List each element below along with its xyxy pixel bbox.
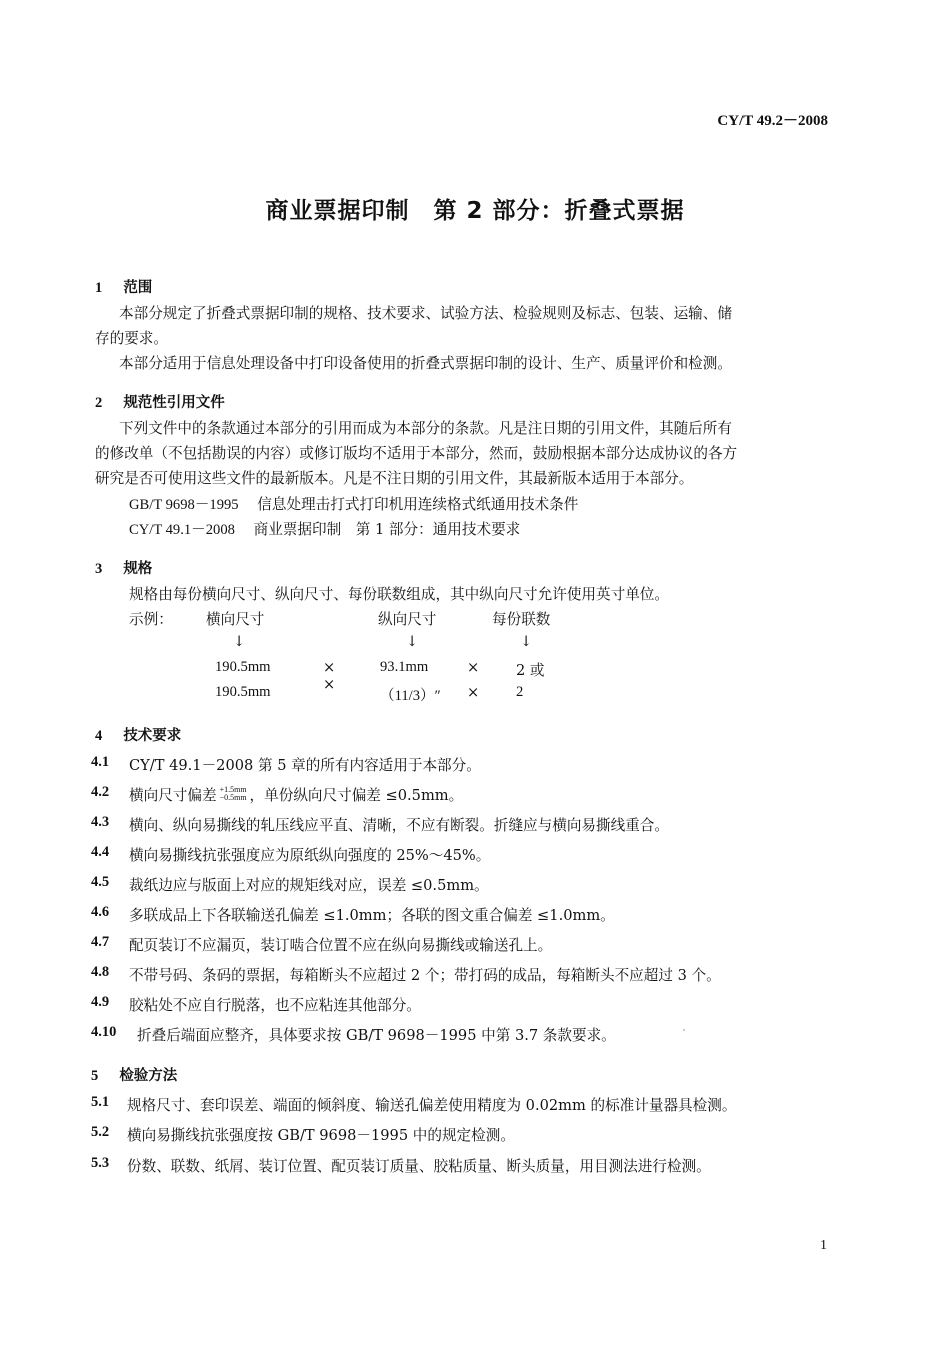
clause-number: 5.3 bbox=[91, 1155, 110, 1171]
paragraph-line: 本部分适用于信息处理设备中打印设备使用的折叠式票据印制的设计、生产、质量评价和检测。 bbox=[119, 355, 732, 372]
clause-text: 多联成品上下各联输送孔偏差 ≤1.0mm；各联的图文重合偏差 ≤1.0mm。 bbox=[129, 907, 615, 924]
clause-text: 裁纸边应与版面上对应的规矩线对应，误差 ≤0.5mm。 bbox=[129, 877, 489, 894]
example-header-width: 横向尺寸 bbox=[206, 611, 265, 628]
clause-text bbox=[129, 784, 463, 805]
example-value: 190.5mm bbox=[215, 659, 271, 675]
page-number: 1 bbox=[820, 1238, 827, 1253]
clause-number: 4.2 bbox=[91, 784, 110, 800]
clause-number: 4.6 bbox=[91, 904, 110, 920]
paragraph-line: 本部分规定了折叠式票据印制的规格、技术要求、试验方法、检验规则及标志、包装、运输、储 bbox=[119, 305, 732, 322]
times-symbol: × bbox=[467, 684, 480, 701]
times-symbol: × bbox=[467, 659, 480, 676]
clause-number: 4.9 bbox=[91, 994, 110, 1010]
section-title: 规格 bbox=[123, 561, 153, 577]
tolerance-stack bbox=[220, 786, 247, 802]
section-number: 1 bbox=[95, 280, 103, 296]
paragraph-line: 存的要求。 bbox=[95, 330, 168, 347]
clause-text: 不带号码、条码的票据，每箱断头不应超过 2 个；带打码的成品，每箱断头不应超过 3 个。 bbox=[129, 967, 721, 984]
clause-text-part: 横向尺寸偏差 bbox=[129, 787, 217, 804]
section-number: 2 bbox=[95, 395, 103, 411]
clause-number: 4.5 bbox=[91, 874, 110, 890]
section-title: 技术要求 bbox=[123, 728, 182, 744]
reference-code: CY/T 49.1－2008 bbox=[129, 522, 235, 538]
clause-text: CY/T 49.1－2008 第 5 章的所有内容适用于本部分。 bbox=[129, 757, 481, 774]
paragraph-line: 下列文件中的条款通过本部分的引用而成为本部分的条款。凡是注日期的引用文件，其随后所有 bbox=[119, 420, 732, 437]
clause-number: 5.1 bbox=[91, 1094, 110, 1110]
clause-text: 横向易撕线抗张强度按 GB/T 9698－1995 中的规定检测。 bbox=[127, 1127, 515, 1144]
times-symbol: × bbox=[323, 659, 336, 676]
example-value: 2 或 bbox=[516, 662, 545, 679]
clause-text: 横向、纵向易撕线的轧压线应平直、清晰，不应有断裂。折缝应与横向易撕线重合。 bbox=[129, 817, 669, 834]
clause-text: 横向易撕线抗张强度应为原纸纵向强度的 25%～45%。 bbox=[129, 847, 491, 864]
clause-text: 配页装订不应漏页，装订啮合位置不应在纵向易撕线或输送孔上。 bbox=[129, 937, 553, 954]
example-value: （11/3）″ bbox=[380, 688, 441, 704]
clause-number: 4.10 bbox=[91, 1024, 117, 1040]
scan-speck bbox=[683, 1029, 685, 1031]
section-title: 范围 bbox=[123, 280, 153, 296]
section-title: 检验方法 bbox=[119, 1068, 178, 1084]
reference-title: 商业票据印制 第 1 部分：通用技术要求 bbox=[253, 521, 521, 538]
example-value: 2 bbox=[516, 684, 524, 700]
reference-code: GB/T 9698－1995 bbox=[129, 497, 239, 513]
standard-number: CY/T 49.2－2008 bbox=[717, 113, 828, 129]
clause-number: 4.7 bbox=[91, 934, 110, 950]
clause-text: 胶粘处不应自行脱落，也不应粘连其他部分。 bbox=[129, 997, 421, 1014]
example-value: 190.5mm bbox=[215, 684, 271, 700]
clause-number: 4.3 bbox=[91, 814, 110, 830]
clause-text: 份数、联数、纸屑、装订位置、配页装订质量、胶粘质量、断头质量，用目测法进行检测。 bbox=[127, 1158, 711, 1175]
tolerance-lower: −0.5mm bbox=[219, 793, 247, 802]
section-number: 3 bbox=[95, 561, 103, 577]
example-header-plies: 每份联数 bbox=[492, 611, 551, 628]
section-number: 4 bbox=[95, 728, 103, 744]
section-number: 5 bbox=[91, 1068, 99, 1084]
clause-number: 4.4 bbox=[91, 844, 110, 860]
tolerance-upper: +1.5mm bbox=[219, 785, 247, 794]
clause-number: 4.1 bbox=[91, 754, 110, 770]
section-heading-2 bbox=[95, 391, 225, 412]
page-title: 商业票据印制 第 2 部分：折叠式票据 bbox=[265, 198, 685, 224]
paragraph-line: 规格由每份横向尺寸、纵向尺寸、每份联数组成，其中纵向尺寸允许使用英寸单位。 bbox=[129, 586, 669, 603]
section-heading-3 bbox=[95, 557, 152, 578]
down-arrow-icon: ↓ bbox=[406, 633, 419, 650]
example-header-length: 纵向尺寸 bbox=[378, 611, 437, 628]
down-arrow-icon: ↓ bbox=[233, 633, 246, 650]
clause-number: 5.2 bbox=[91, 1124, 110, 1140]
example-value: 93.1mm bbox=[380, 659, 429, 675]
section-heading-1 bbox=[95, 276, 152, 297]
section-heading-5 bbox=[91, 1064, 177, 1085]
clause-number: 4.8 bbox=[91, 964, 110, 980]
clause-text: 规格尺寸、套印误差、端面的倾斜度、输送孔偏差使用精度为 0.02mm 的标准计量器具检测。 bbox=[127, 1097, 737, 1114]
times-symbol: × bbox=[323, 676, 336, 693]
clause-text: 折叠后端面应整齐，具体要求按 GB/T 9698－1995 中第 3.7 条款要求。 bbox=[137, 1027, 616, 1044]
down-arrow-icon: ↓ bbox=[520, 633, 533, 650]
paragraph-line: 研究是否可使用这些文件的最新版本。凡是不注日期的引用文件，其最新版本适用于本部分。 bbox=[95, 470, 694, 487]
section-title: 规范性引用文件 bbox=[123, 395, 225, 411]
example-label: 示例： bbox=[129, 611, 173, 628]
normative-reference bbox=[129, 493, 578, 514]
reference-title: 信息处理击打式打印机用连续格式纸通用技术条件 bbox=[257, 496, 579, 513]
clause-text-part: ，单份纵向尺寸偏差 ≤0.5mm。 bbox=[249, 787, 464, 804]
normative-reference bbox=[129, 518, 520, 539]
section-heading-4 bbox=[95, 724, 181, 745]
paragraph-line: 的修改单（不包括勘误的内容）或修订版均不适用于本部分，然而，鼓励根据本部分达成协议的各方 bbox=[95, 445, 738, 462]
